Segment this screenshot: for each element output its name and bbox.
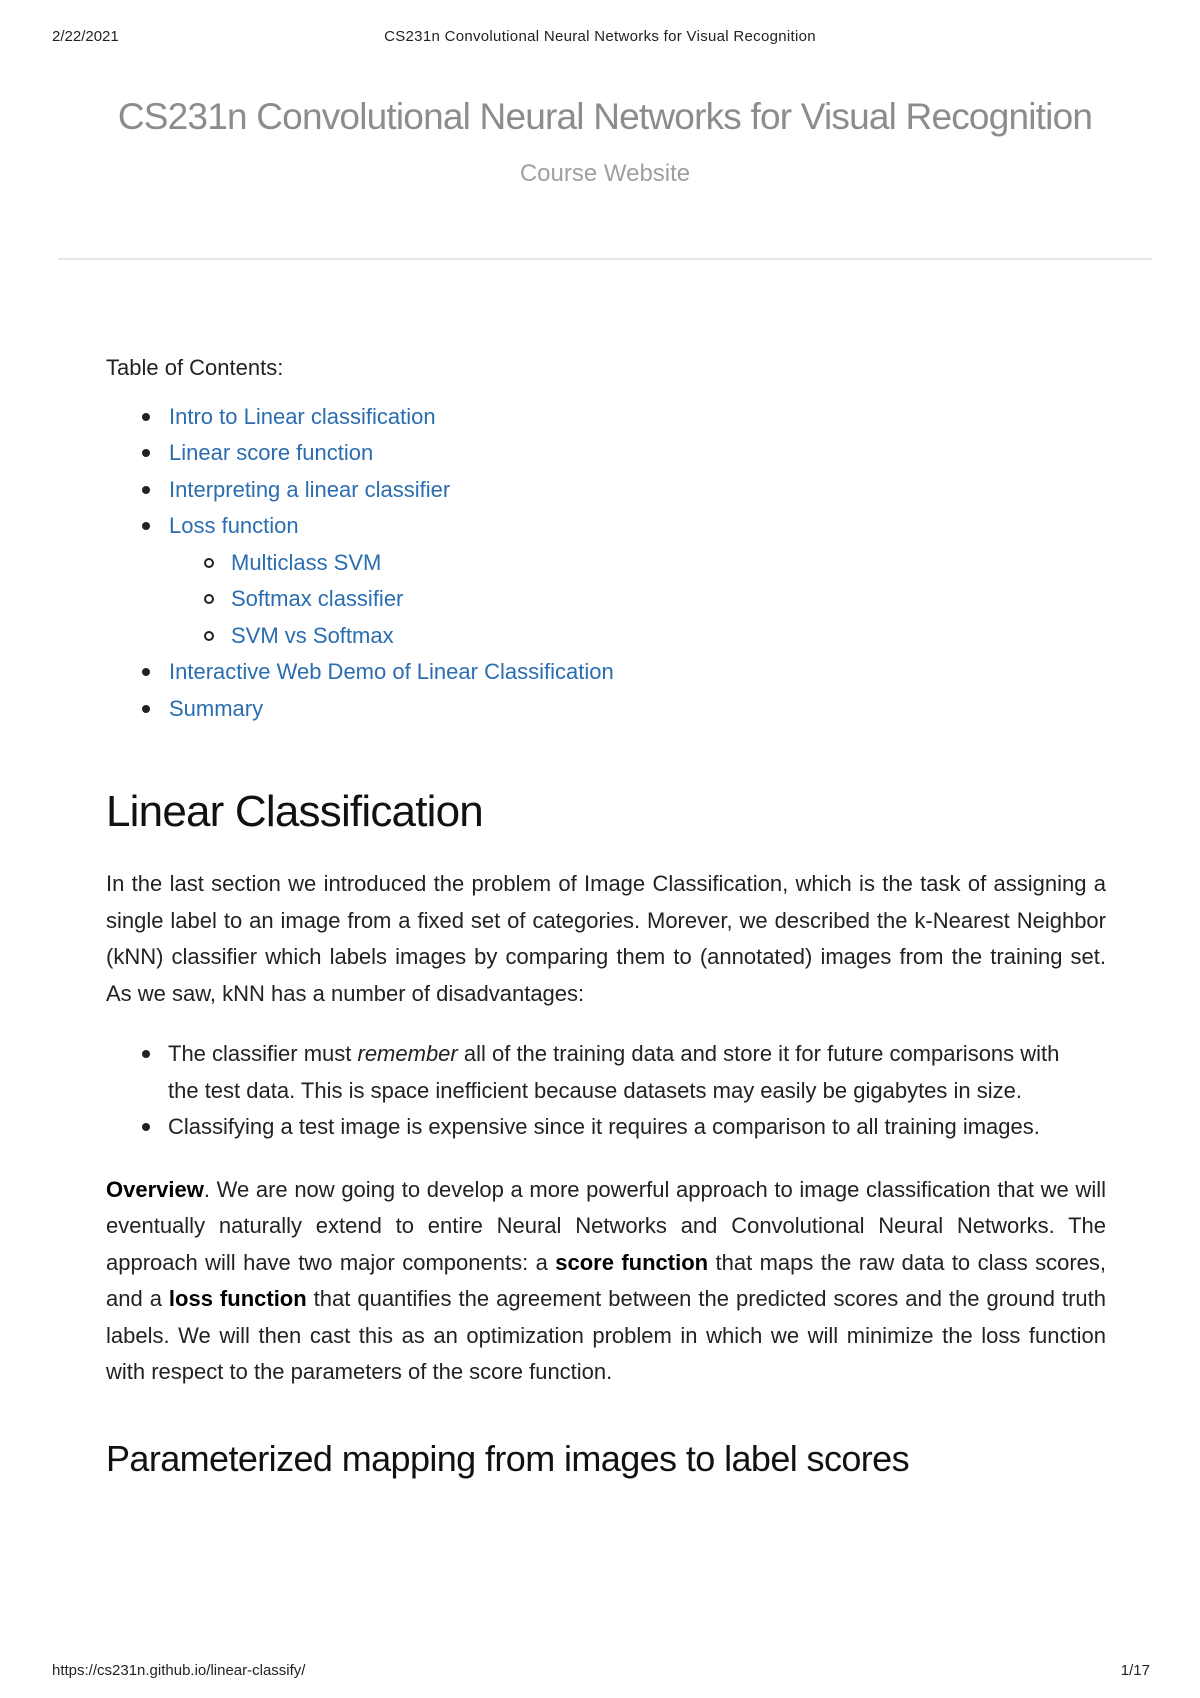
toc-item xyxy=(106,399,1106,436)
toc-link-multiclass-svm[interactable]: Multiclass SVM xyxy=(231,549,382,575)
toc-label: Table of Contents: xyxy=(106,355,284,380)
overview-label: Overview xyxy=(106,1176,204,1202)
toc-item xyxy=(106,691,1106,728)
toc-link-linear-score-function[interactable]: Linear score function xyxy=(169,440,374,465)
toc-link-intro[interactable]: Intro to Linear classification xyxy=(169,403,436,429)
subsection-title: Parameterized mapping from images to label scores xyxy=(106,1437,909,1479)
print-header xyxy=(0,28,1200,50)
toc-item xyxy=(106,508,1106,545)
bullet-text: The classifier must xyxy=(168,1041,358,1066)
loss-function-term: loss function xyxy=(168,1286,307,1311)
toc-link-interpreting[interactable]: Interpreting a linear classifier xyxy=(169,476,451,502)
site-subtitle: Course Website xyxy=(519,160,691,187)
toc-link-interactive-demo[interactable]: Interactive Web Demo of Linear Classification xyxy=(169,659,614,684)
print-page-number: 1/17 xyxy=(1120,1662,1150,1679)
site-title[interactable]: CS231n Convolutional Neural Networks for Visual Recognition xyxy=(117,96,1093,137)
list-item xyxy=(106,1036,1106,1109)
disadvantages-list xyxy=(106,1036,1106,1146)
emphasis-text: remember xyxy=(357,1041,458,1066)
toc-item xyxy=(106,654,1106,691)
overview-text: that quantifies the agreement between the predicted scores and the ground truth labels. We will then cast this as an optimization problem in which we will minimize the loss function with respect to the parameters of the score function. xyxy=(106,1286,1107,1384)
toc-item xyxy=(106,472,1106,509)
print-url: https://cs231n.github.io/linear-classify/ xyxy=(52,1662,306,1679)
toc-subitem xyxy=(106,545,1106,582)
print-page-title: CS231n Convolutional Neural Networks for Visual Recognition xyxy=(384,28,816,45)
section-title: Linear Classification xyxy=(106,787,483,836)
bullet-text: all of the training data and store it for future comparisons with the test data. This is space inefficient because datasets may easily be gigabytes in size. xyxy=(168,1041,1060,1103)
toc-item xyxy=(106,435,1106,472)
overview-paragraph xyxy=(106,1172,1106,1391)
toc-subitem xyxy=(106,618,1106,655)
print-date: 2/22/2021 xyxy=(52,28,119,45)
list-item xyxy=(106,1109,1106,1146)
toc-link-summary[interactable]: Summary xyxy=(169,695,264,721)
overview-text: . We are now going to develop a more powerful approach to image classification that we will eventually naturally extend to entire Neural Networks and Convolutional Neural Networks. The approach will have two major components: a xyxy=(106,1176,1106,1275)
toc-subitem xyxy=(106,581,1106,618)
header-divider xyxy=(58,258,1152,260)
site-header xyxy=(58,92,1152,190)
toc-link-softmax[interactable]: Softmax classifier xyxy=(231,586,404,611)
toc-link-svm-vs-softmax[interactable]: SVM vs Softmax xyxy=(231,622,394,648)
main-content xyxy=(106,350,1106,1483)
table-of-contents xyxy=(106,399,1106,728)
toc-link-loss-function[interactable]: Loss function xyxy=(169,513,299,538)
score-function-term: score function xyxy=(555,1249,709,1275)
overview-text: that maps the raw data to class scores, and a xyxy=(106,1249,1106,1311)
intro-paragraph: In the last section we introduced the problem of Image Classification, which is the task of assigning a single label to an image from a fixed set of categories. Morever, we described the k-Nearest Neighbor (kNN) classifier which labels images by comparing them to (annotated) images from the training set. As we saw, kNN has a number of disadvantages: xyxy=(106,871,1106,1006)
bullet-text: Classifying a test image is expensive since it requires a comparison to all training images. xyxy=(168,1114,1040,1139)
